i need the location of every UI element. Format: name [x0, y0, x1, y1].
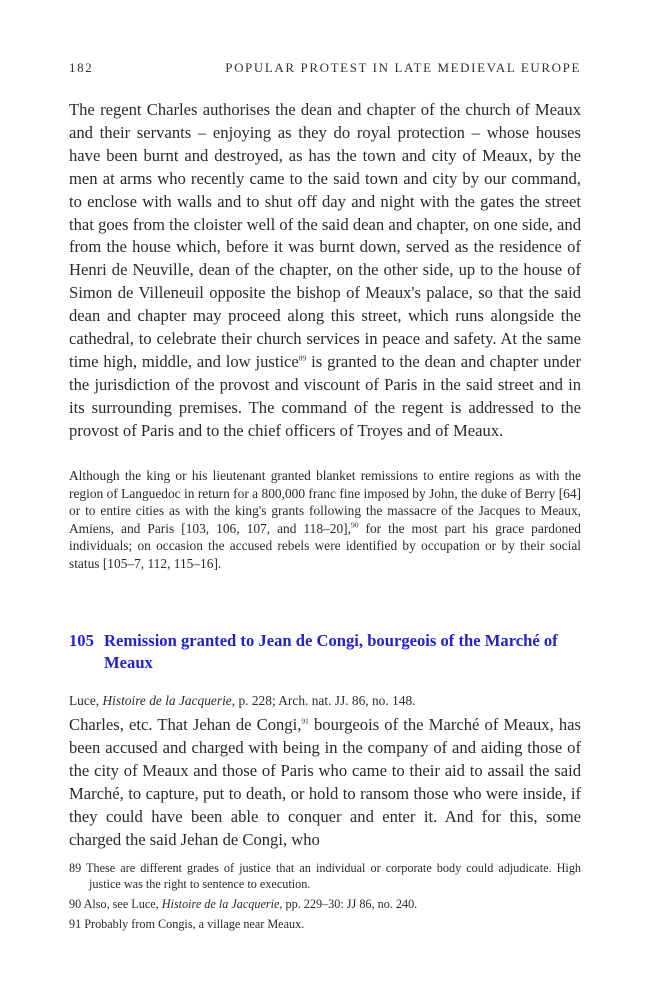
source-citation	[69, 692, 581, 709]
footnote-work-title: Histoire de la Jacquerie	[161, 897, 280, 911]
footnote-text: These are different grades of justice that an individual or corporate body could adjudicate. High justice was the right to sentence to execution.	[86, 861, 582, 891]
footnote-text: , pp. 229–30: JJ 86, no. 240.	[279, 897, 418, 911]
paragraph-text: The regent Charles authorises the dean and chapter of the church of Meaux and their servants – enjoying as they do royal protection – whose houses have been burnt and destroyed, as has the town and city of Meaux, by the men at arms who recently came to the said town and city by our command, to enclose with walls and to shut off day and night with the gates the street that goes from the cloister well of the said dean and chapter, on one side, and from the house which, before it was burnt down, served as the residence of Henri de Neuville, dean of the chapter, on the other side, up to the house of Simon de Villeneuil opposite the bishop of Meaux's palace, so that the said dean and chapter may proceed along this street, which runs alongside the cathedral, to celebrate their church services in peace and safety. At the same time high, middle, and low justice	[69, 100, 581, 371]
remission-text-paragraph	[69, 714, 581, 851]
commentary-text: Although the king or his lieutenant granted blanket remissions to entire regions as with the region of Languedoc in return for a 800,000 franc fine imposed by John, the duke of Berry [64] or to entire cities as with the king's grants following the massacre of the Jacques to Meaux, Amiens, and Paris [103, 106, 107, and 118–20],	[69, 468, 581, 536]
source-work-title: Histoire de la Jacquerie	[102, 693, 232, 708]
paragraph-text: Charles, etc. That Jehan de Congi,	[69, 715, 302, 734]
footnotes	[69, 860, 581, 936]
footnote-91	[69, 916, 581, 932]
paragraph-text: is granted to the dean and chapter under the jurisdiction of the provost and viscount of Paris in the said street and in its surrounding premises. The command of the regent is addressed to the provost of Paris and to the chief officers of Troyes and of Meaux.	[69, 351, 581, 440]
regent-charter-paragraph	[69, 99, 581, 443]
running-head	[69, 60, 581, 78]
source-author: Luce,	[69, 693, 103, 708]
running-title: POPULAR PROTEST IN LATE MEDIEVAL EUROPE	[225, 60, 581, 75]
commentary-paragraph	[69, 467, 581, 573]
footnote-90	[69, 896, 581, 912]
footnote-number: 91	[69, 917, 82, 931]
page-number: 182	[69, 60, 94, 75]
commentary-text: for the most part his grace pardoned individuals; on occasion the accused rebels were identified by occupation or by their social status [105–7, 112, 115–16].	[69, 520, 581, 571]
document-number: 105	[69, 631, 94, 650]
source-reference: , p. 228; Arch. nat. JJ. 86, no. 148.	[231, 693, 416, 708]
footnote-number: 89	[69, 861, 82, 875]
document-title: Remission granted to Jean de Congi, bourgeois of the Marché of Meaux	[104, 631, 558, 672]
footnote-ref-91[interactable]: 91	[301, 716, 309, 726]
footnote-89	[69, 860, 581, 892]
footnote-ref-90[interactable]: 90	[350, 520, 359, 530]
footnote-text: Probably from Congis, a village near Meaux.	[84, 917, 305, 931]
footnote-text: Also, see Luce,	[83, 897, 162, 911]
footnote-ref-89[interactable]: 89	[298, 353, 307, 363]
paragraph-text: bourgeois of the Marché of Meaux, has been accused and charged with being in the company of and aiding those of the city of Meaux and those of Paris who came to their aid to assail the said Marché, to capture, put to death, or hold to ransom those who were inside, if they could have been able to conquer and enter it. And for this, some charged the said Jehan de Congi, who	[69, 715, 581, 849]
footnote-number: 90	[69, 897, 82, 911]
